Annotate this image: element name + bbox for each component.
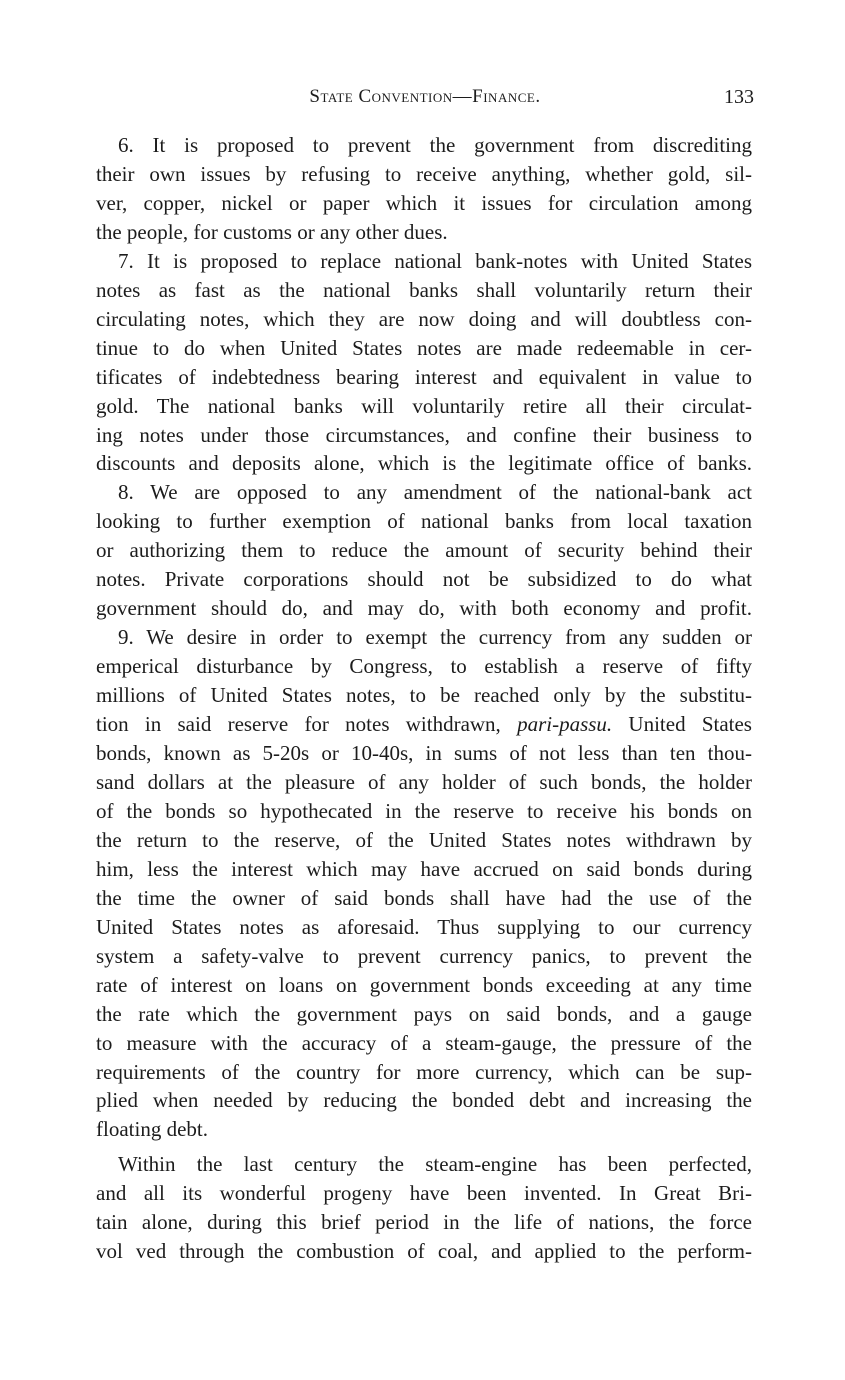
text-line: vol ved through the combustion of coal, and applied to the perform-	[96, 1239, 752, 1264]
text-line: of the bonds so hypothecated in the reserve to receive his bonds on	[96, 798, 752, 823]
text-line: looking to further exemption of national banks from local taxation	[96, 509, 752, 534]
text-line: the return to the reserve, of the United States notes withdrawn by	[96, 827, 752, 852]
text-line: notes as fast as the national banks shall voluntarily return their	[96, 277, 752, 302]
text-line: and all its wonderful progeny have been invented. In Great Bri-	[96, 1181, 752, 1206]
running-header	[96, 86, 754, 116]
text-line: sand dollars at the pleasure of any holder of such bonds, the holder	[96, 769, 752, 794]
text-line: system a safety-valve to prevent currency panics, to prevent the	[96, 943, 752, 968]
text-line: requirements of the country for more currency, which can be sup-	[96, 1059, 752, 1084]
text-line: bonds, known as 5-20s or 10-40s, in sums of not less than ten thou-	[96, 741, 752, 766]
text-line: tain alone, during this brief period in the life of nations, the force	[96, 1210, 752, 1235]
text-segment: tion in said reserve for notes withdrawn,	[96, 712, 518, 737]
text-line: tinue to do when United States notes are made redeemable in cer-	[96, 335, 752, 360]
text-line: millions of United States notes, to be reached only by the substitu-	[96, 683, 752, 708]
body-text	[96, 131, 752, 1266]
text-line: tificates of indebtedness bearing interest and equivalent in value to	[96, 364, 752, 389]
text-line: ing notes under those circumstances, and confine their business to	[96, 422, 752, 447]
text-line: emperical disturbance by Congress, to establish a reserve of fifty	[96, 654, 752, 679]
text-line: rate of interest on loans on government bonds exceeding at any time	[96, 972, 752, 997]
paragraph-9	[96, 623, 752, 1144]
text-line: the people, for customs or any other dues.	[96, 219, 448, 244]
italic-phrase: pari-passu.	[517, 712, 613, 737]
text-line: government should do, and may do, with both economy and profit.	[96, 596, 752, 621]
text-line: the rate which the government pays on said bonds, and a gauge	[96, 1001, 752, 1026]
text-line: Within the last century the steam-engine has been perfected,	[118, 1152, 752, 1177]
text-line: 6. It is proposed to prevent the government from discrediting	[118, 133, 752, 157]
paragraph-steam-engine	[96, 1150, 752, 1266]
text-line: United States notes as aforesaid. Thus supplying to our currency	[96, 914, 752, 939]
text-line: discounts and deposits alone, which is the legitimate office of banks.	[96, 451, 752, 476]
text-line-with-italic	[96, 710, 752, 739]
text-line: ver, copper, nickel or paper which it issues for circulation among	[96, 190, 752, 215]
text-line: gold. The national banks will voluntarily retire all their circulat-	[96, 393, 752, 418]
text-line: 9. We desire in order to exempt the currency from any sudden or	[118, 625, 752, 650]
text-line: their own issues by refusing to receive anything, whether gold, sil-	[96, 161, 752, 186]
text-line: notes. Private corporations should not be subsidized to do what	[96, 567, 752, 592]
page-number: 133	[724, 86, 754, 108]
text-line: plied when needed by reducing the bonded debt and increasing the	[96, 1088, 752, 1113]
text-line: circulating notes, which they are now doing and will doubtless con-	[96, 306, 752, 331]
text-line: floating debt.	[96, 1117, 208, 1142]
text-line: or authorizing them to reduce the amount of security behind their	[96, 538, 752, 563]
running-header-title: State Convention—Finance.	[309, 86, 541, 107]
text-line: him, less the interest which may have accrued on said bonds during	[96, 856, 752, 881]
text-segment: United States	[612, 712, 752, 737]
paragraph-8	[96, 478, 752, 623]
text-line: to measure with the accuracy of a steam-gauge, the pressure of the	[96, 1030, 752, 1055]
text-line: 8. We are opposed to any amendment of the national-bank act	[118, 480, 752, 505]
text-line: 7. It is proposed to replace national bank-notes with United States	[118, 248, 752, 273]
paragraph-6	[96, 131, 752, 247]
text-line: the time the owner of said bonds shall have had the use of the	[96, 885, 752, 910]
paragraph-7	[96, 247, 752, 479]
